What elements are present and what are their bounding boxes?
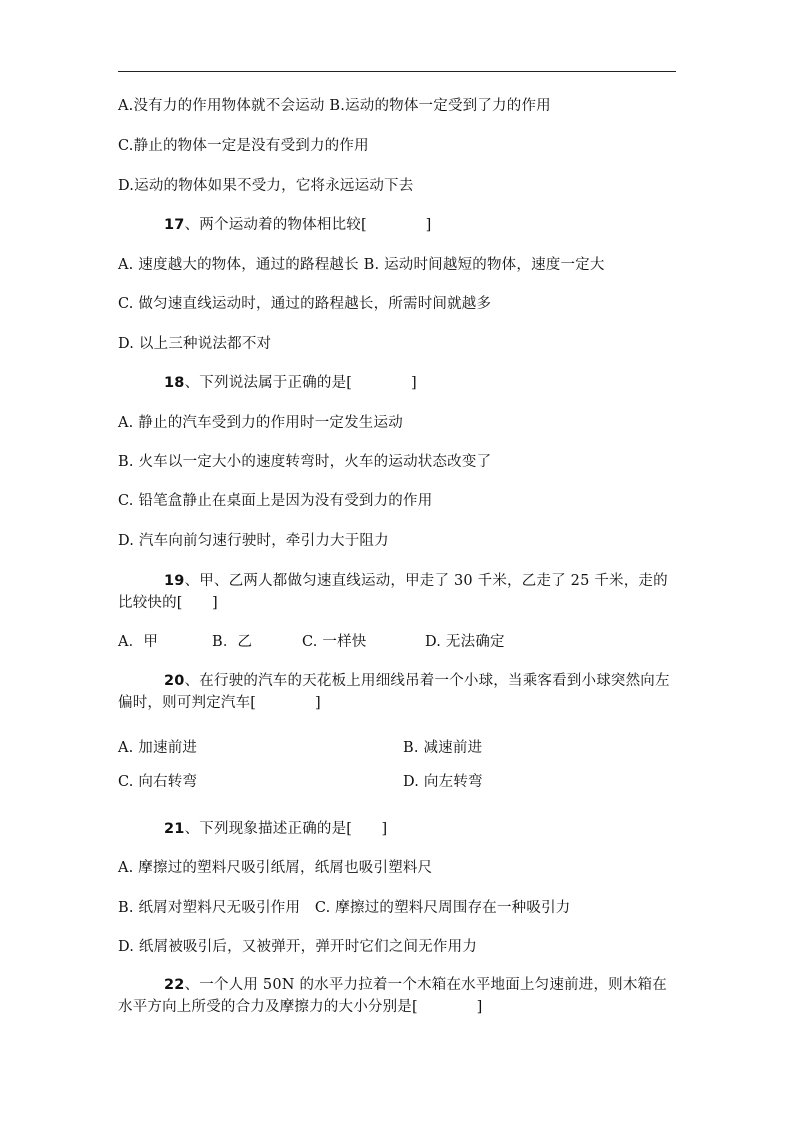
q21-option-a: A. 摩擦过的塑料尺吸引纸屑，纸屑也吸引塑料尺	[118, 860, 433, 876]
q18-stem-text: 、下列说法属于正确的是[ ]	[184, 375, 417, 391]
q18-option-d: D. 汽车向前匀速行驶时，牵引力大于阻力	[118, 533, 389, 549]
q19-option-c: C. 一样快	[302, 634, 367, 650]
q21-number: 21	[164, 821, 185, 837]
q16-options-ab: A.没有力的作用物体就不会运动 B.运动的物体一定受到了力的作用	[118, 98, 551, 114]
q19-option-b: B．乙	[212, 634, 253, 650]
q22-stem	[118, 974, 678, 1018]
q18-option-a: A. 静止的汽车受到力的作用时一定发生运动	[118, 415, 403, 431]
q16-option-d: D.运动的物体如果不受力，它将永远运动下去	[118, 178, 414, 194]
q18-option-b: B. 火车以一定大小的速度转弯时，火车的运动状态改变了	[118, 454, 492, 470]
q20-stem	[118, 670, 678, 714]
q20-number: 20	[164, 673, 185, 689]
q17-options-ab: A. 速度越大的物体，通过的路程越长 B. 运动时间越短的物体，速度一定大	[118, 257, 605, 273]
q20-stem-text: 、在行驶的汽车的天花板上用细线吊着一个小球，当乘客看到小球突然向左偏时，则可判定汽车[ ]	[118, 673, 670, 711]
q22-stem-text: 、一个人用 50N 的水平力拉着一个木箱在水平地面上匀速前进，则木箱在水平方向上所受的合力及摩擦力的大小分别是[ ]	[118, 977, 667, 1015]
q19-option-a: A．甲	[118, 634, 159, 650]
q17-option-d: D. 以上三种说法都不对	[118, 336, 272, 352]
q19-stem	[118, 570, 678, 614]
q19-option-d: D. 无法确定	[425, 634, 505, 650]
q21-stem-text: 、下列现象描述正确的是[ ]	[184, 821, 388, 837]
q20-option-a: A. 加速前进	[118, 740, 198, 756]
q17-stem-text: 、两个运动着的物体相比较[ ]	[184, 217, 432, 233]
q19-stem-text: 、甲、乙两人都做匀速直线运动，甲走了 30 千米，乙走了 25 千米，走的比较快的[ ]	[118, 573, 668, 611]
q20-option-d: D. 向左转弯	[403, 774, 483, 790]
q21-options-bc: B. 纸屑对塑料尺无吸引作用 C. 摩擦过的塑料尺周围存在一种吸引力	[118, 900, 571, 916]
q17-stem	[164, 215, 432, 235]
q21-option-d: D. 纸屑被吸引后，又被弹开，弹开时它们之间无作用力	[118, 939, 478, 955]
q17-option-c: C. 做匀速直线运动时，通过的路程越长，所需时间就越多	[118, 296, 492, 312]
q18-number: 18	[164, 375, 185, 391]
q16-option-c: C.静止的物体一定是没有受到力的作用	[118, 138, 369, 154]
q18-option-c: C. 铅笔盒静止在桌面上是因为没有受到力的作用	[118, 493, 433, 509]
q18-stem	[164, 373, 417, 393]
q20-option-c: C. 向右转弯	[118, 774, 198, 790]
header-rule	[118, 71, 676, 72]
q22-number: 22	[164, 977, 185, 993]
q17-number: 17	[164, 217, 185, 233]
q21-stem	[164, 819, 387, 839]
q19-number: 19	[164, 573, 185, 589]
q20-option-b: B. 减速前进	[403, 740, 483, 756]
